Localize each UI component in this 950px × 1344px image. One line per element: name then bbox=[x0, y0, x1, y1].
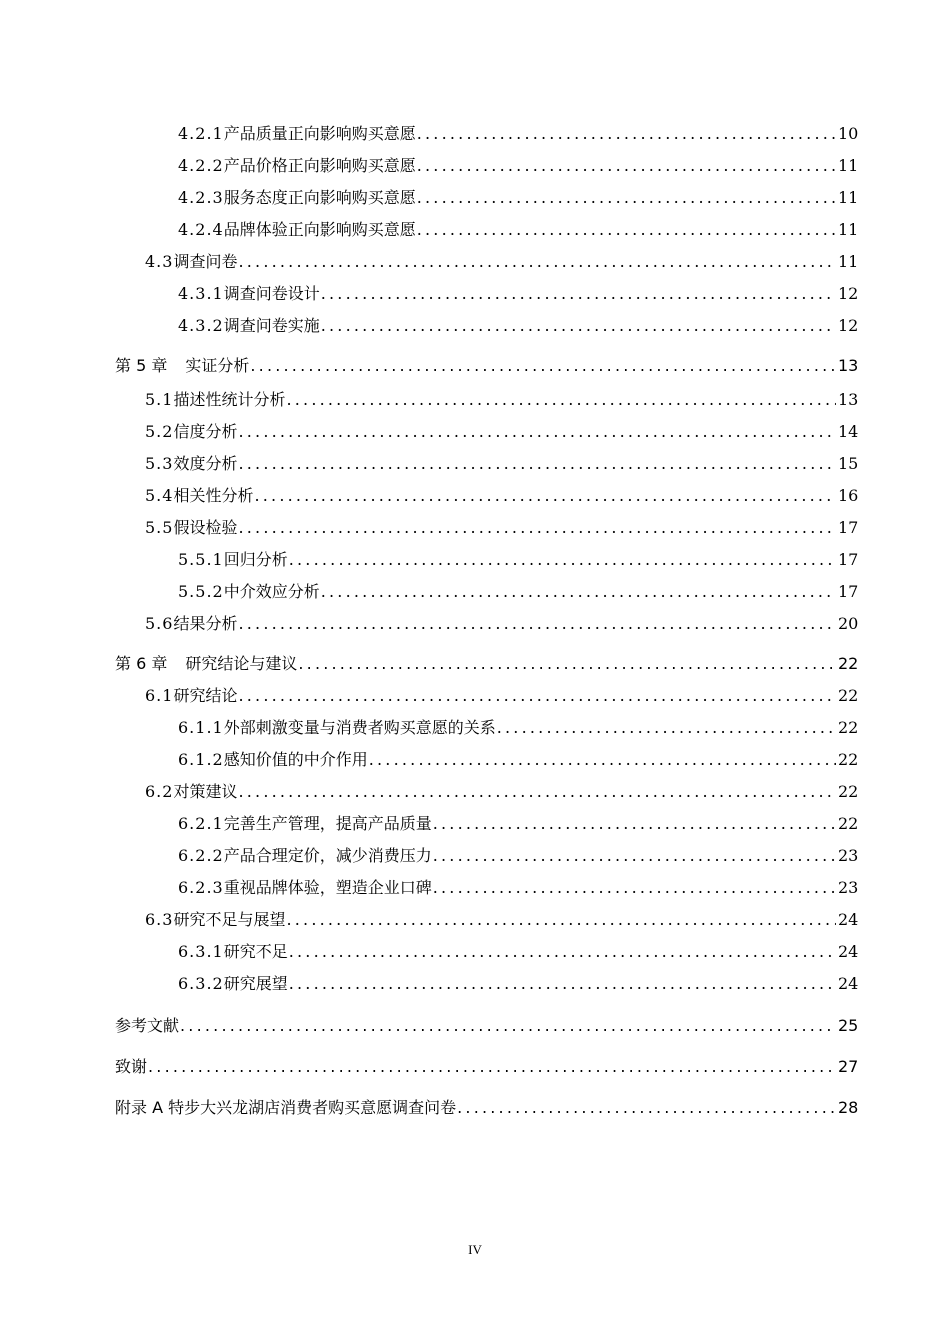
toc-entry[interactable] bbox=[178, 810, 858, 834]
toc-entry-number: 6.1.2 bbox=[178, 750, 224, 769]
toc-entry[interactable] bbox=[178, 938, 858, 962]
toc-dot-leader bbox=[289, 550, 836, 570]
toc-entry-page: 24 bbox=[838, 910, 859, 929]
toc-entry-number: 第 6 章 bbox=[115, 654, 168, 673]
toc-entry-number: 4.3 bbox=[145, 252, 174, 271]
toc-entry-page: 17 bbox=[838, 582, 859, 601]
toc-entry-page: 22 bbox=[838, 814, 859, 833]
toc-entry[interactable] bbox=[145, 482, 858, 506]
toc-entry[interactable] bbox=[145, 450, 858, 474]
toc-entry-number: 5.6 bbox=[145, 614, 174, 633]
toc-dot-leader bbox=[238, 422, 836, 442]
toc-entry[interactable] bbox=[115, 1094, 858, 1118]
toc-entry-title: 对策建议 bbox=[173, 782, 238, 801]
toc-entry-page: 17 bbox=[838, 550, 859, 569]
page-footer-number: IV bbox=[468, 1242, 482, 1257]
toc-entry[interactable] bbox=[178, 546, 858, 570]
toc-entry-page: 20 bbox=[838, 614, 859, 633]
toc-entry-title: 调查问卷 bbox=[173, 252, 238, 271]
toc-entry-title: 感知价值的中介作用 bbox=[223, 750, 368, 769]
toc-entry-title: 产品价格正向影响购买意愿 bbox=[223, 156, 416, 175]
toc-entry-number: 6.1.1 bbox=[178, 718, 224, 737]
toc-entry-number: 4.2.2 bbox=[178, 156, 224, 175]
toc-entry-number: 6.1 bbox=[145, 686, 174, 705]
toc-dot-leader bbox=[321, 582, 836, 602]
toc-entry[interactable] bbox=[178, 970, 858, 994]
toc-entry-title: 中介效应分析 bbox=[223, 582, 320, 601]
toc-dot-leader bbox=[238, 252, 836, 272]
toc-entry-page: 24 bbox=[838, 974, 859, 993]
toc-dot-leader bbox=[433, 878, 836, 898]
toc-entry-number: 第 5 章 bbox=[115, 356, 168, 375]
toc-entry-number: 6.3.2 bbox=[178, 974, 224, 993]
toc-entry-title: 效度分析 bbox=[173, 454, 238, 473]
toc-dot-leader bbox=[289, 942, 836, 962]
toc-entry-title: 实证分析 bbox=[185, 356, 250, 375]
toc-entry-page: 11 bbox=[838, 188, 859, 207]
toc-dot-leader bbox=[433, 846, 836, 866]
toc-entry-page: 13 bbox=[838, 390, 859, 409]
toc-dot-leader bbox=[286, 390, 836, 410]
toc-entry-title: 外部刺激变量与消费者购买意愿的关系 bbox=[223, 718, 496, 737]
toc-entry-number: 6.2 bbox=[145, 782, 174, 801]
toc-entry-title: 产品质量正向影响购买意愿 bbox=[223, 124, 416, 143]
toc-dot-leader bbox=[433, 814, 836, 834]
toc-entry[interactable] bbox=[145, 682, 858, 706]
toc-entry-title: 调查问卷设计 bbox=[223, 284, 320, 303]
toc-entry-page: 22 bbox=[838, 686, 859, 705]
toc-entry[interactable] bbox=[178, 312, 858, 336]
toc-entry-number: 4.3.1 bbox=[178, 284, 224, 303]
toc-dot-leader bbox=[298, 654, 836, 674]
toc-dot-leader bbox=[457, 1098, 836, 1118]
toc-entry-number: 6.2.2 bbox=[178, 846, 224, 865]
toc-entry[interactable] bbox=[178, 152, 858, 176]
toc-entry-number: 6.3 bbox=[145, 910, 174, 929]
toc-entry-number: 5.2 bbox=[145, 422, 174, 441]
toc-entry-title: 研究不足与展望 bbox=[173, 910, 286, 929]
toc-entry-title: 服务态度正向影响购买意愿 bbox=[223, 188, 416, 207]
toc-dot-leader bbox=[238, 686, 836, 706]
toc-entry[interactable] bbox=[178, 746, 858, 770]
toc-entry-number: 5.1 bbox=[145, 390, 174, 409]
toc-entry-title: 研究结论与建议 bbox=[185, 654, 298, 673]
toc-entry-page: 14 bbox=[838, 422, 859, 441]
toc-entry-page: 22 bbox=[838, 654, 859, 673]
toc-entry[interactable] bbox=[145, 514, 858, 538]
toc-dot-leader bbox=[417, 188, 836, 208]
toc-dot-leader bbox=[286, 910, 836, 930]
toc-entry-title: 研究展望 bbox=[223, 974, 288, 993]
toc-entry-number: 6.3.1 bbox=[178, 942, 224, 961]
toc-entry[interactable] bbox=[178, 578, 858, 602]
toc-dot-leader bbox=[238, 454, 836, 474]
toc-dot-leader bbox=[148, 1057, 836, 1077]
toc-entry-title: 致谢 bbox=[115, 1057, 148, 1076]
toc-entry[interactable] bbox=[178, 280, 858, 304]
toc-entry-page: 15 bbox=[838, 454, 859, 473]
toc-dot-leader bbox=[321, 284, 836, 304]
toc-entry-title: 研究不足 bbox=[223, 942, 288, 961]
toc-entry-title: 回归分析 bbox=[223, 550, 288, 569]
toc-entry[interactable] bbox=[145, 610, 858, 634]
toc-dot-leader bbox=[417, 220, 836, 240]
toc-entry[interactable] bbox=[178, 842, 858, 866]
toc-entry-title: 描述性统计分析 bbox=[173, 390, 286, 409]
toc-entry-title: 附录 A 特步大兴龙湖店消费者购买意愿调查问卷 bbox=[115, 1098, 457, 1117]
toc-dot-leader bbox=[417, 156, 836, 176]
toc-entry-page: 23 bbox=[838, 846, 859, 865]
toc-entry[interactable] bbox=[178, 184, 858, 208]
toc-entry[interactable] bbox=[115, 1012, 858, 1036]
toc-entry-page: 10 bbox=[838, 124, 859, 143]
toc-entry-page: 22 bbox=[838, 718, 859, 737]
toc-dot-leader bbox=[250, 356, 836, 376]
toc-entry-page: 13 bbox=[838, 356, 859, 375]
toc-entry-page: 23 bbox=[838, 878, 859, 897]
toc-entry-title: 相关性分析 bbox=[173, 486, 254, 505]
toc-entry-number: 5.3 bbox=[145, 454, 174, 473]
toc-entry[interactable] bbox=[145, 248, 858, 272]
toc-entry-page: 11 bbox=[838, 220, 859, 239]
toc-dot-leader bbox=[289, 974, 836, 994]
toc-dot-leader bbox=[238, 782, 836, 802]
toc-entry-title: 信度分析 bbox=[173, 422, 238, 441]
toc-entry-number: 4.2.1 bbox=[178, 124, 224, 143]
toc-entry-title: 参考文献 bbox=[115, 1016, 180, 1035]
toc-entry-title: 重视品牌体验，塑造企业口碑 bbox=[223, 878, 432, 897]
toc-dot-leader bbox=[417, 124, 836, 144]
toc-entry-page: 28 bbox=[838, 1098, 859, 1117]
toc-entry-page: 17 bbox=[838, 518, 859, 537]
toc-entry-page: 27 bbox=[838, 1057, 859, 1076]
toc-entry-number: 4.2.4 bbox=[178, 220, 224, 239]
toc-entry-number: 5.5 bbox=[145, 518, 174, 537]
toc-dot-leader bbox=[369, 750, 836, 770]
toc-entry-number: 5.4 bbox=[145, 486, 174, 505]
toc-entry-title: 结果分析 bbox=[173, 614, 238, 633]
toc-entry-title: 研究结论 bbox=[173, 686, 238, 705]
toc-entry[interactable] bbox=[145, 906, 858, 930]
toc-entry[interactable] bbox=[178, 216, 858, 240]
toc-dot-leader bbox=[254, 486, 836, 506]
toc-entry[interactable] bbox=[115, 1053, 858, 1077]
toc-entry-number: 5.5.1 bbox=[178, 550, 224, 569]
toc-entry-page: 22 bbox=[838, 782, 859, 801]
toc-entry[interactable] bbox=[145, 386, 858, 410]
toc-entry-number: 5.5.2 bbox=[178, 582, 224, 601]
toc-entry[interactable] bbox=[145, 778, 858, 802]
toc-entry-title: 假设检验 bbox=[173, 518, 238, 537]
toc-entry-page: 12 bbox=[838, 284, 859, 303]
toc-entry-page: 22 bbox=[838, 750, 859, 769]
toc-entry[interactable] bbox=[178, 120, 858, 144]
toc-entry-page: 12 bbox=[838, 316, 859, 335]
toc-entry-page: 16 bbox=[838, 486, 859, 505]
toc-dot-leader bbox=[497, 718, 836, 738]
toc-dot-leader bbox=[238, 518, 836, 538]
toc-entry[interactable] bbox=[115, 650, 858, 674]
toc-entry-page: 11 bbox=[838, 156, 859, 175]
toc-dot-leader bbox=[180, 1016, 836, 1036]
toc-entry-title: 调查问卷实施 bbox=[223, 316, 320, 335]
toc-entry-number: 6.2.3 bbox=[178, 878, 224, 897]
toc-entry[interactable] bbox=[178, 874, 858, 898]
toc-entry-title: 品牌体验正向影响购买意愿 bbox=[223, 220, 416, 239]
toc-dot-leader bbox=[238, 614, 836, 634]
toc-entry[interactable] bbox=[115, 352, 858, 376]
toc-entry-page: 24 bbox=[838, 942, 859, 961]
toc-entry-number: 4.2.3 bbox=[178, 188, 224, 207]
toc-entry-page: 11 bbox=[838, 252, 859, 271]
toc-entry-number: 4.3.2 bbox=[178, 316, 224, 335]
toc-dot-leader bbox=[321, 316, 836, 336]
toc-entry[interactable] bbox=[145, 418, 858, 442]
toc-entry-title: 完善生产管理，提高产品质量 bbox=[223, 814, 432, 833]
toc-entry-page: 25 bbox=[838, 1016, 859, 1035]
toc-entry[interactable] bbox=[178, 714, 858, 738]
toc-entry-number: 6.2.1 bbox=[178, 814, 224, 833]
toc-entry-title: 产品合理定价，减少消费压力 bbox=[223, 846, 432, 865]
